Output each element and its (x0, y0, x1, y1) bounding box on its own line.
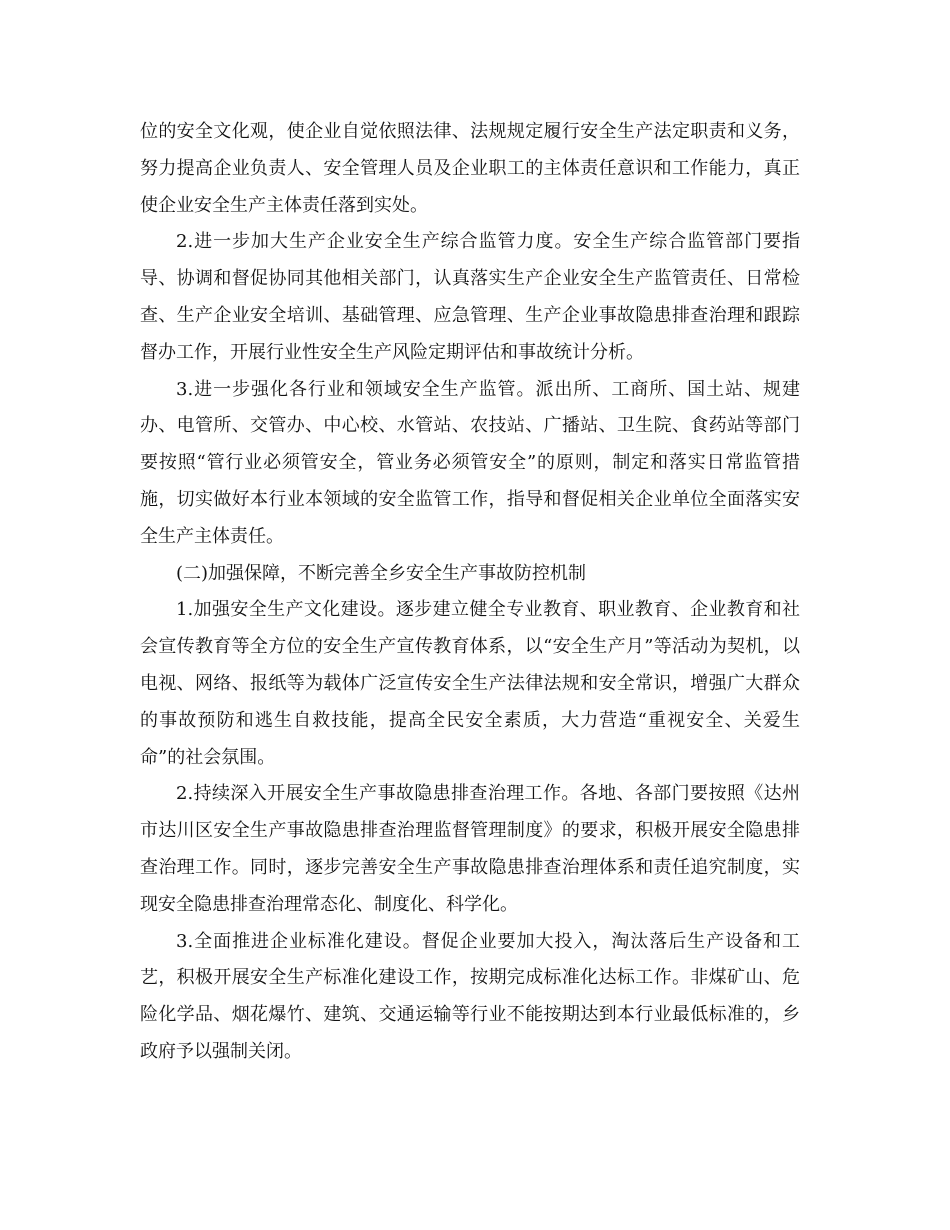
paragraph-comprehensive-supervision: 2.进一步加大生产企业安全生产综合监管力度。安全生产综合监管部门要指导、协调和督促协同其他相关部门，认真落实生产企业安全生产监管责任、日常检查、生产企业安全培训、基础管理、应急管理、生产企业事故隐患排查治理和跟踪督办工作，开展行业性安全生产风险定期评估和事故统计分析。 (140, 231, 800, 363)
paragraph-hazard-investigation: 2.持续深入开展安全生产事故隐患排查治理工作。各地、各部门要按照《达州市达川区安全生产事故隐患排查治理监督管理制度》的要求，积极开展安全隐患排查治理工作。同时，逐步完善安全生产事故隐患排查治理体系和责任追究制度，实现安全隐患排查治理常态化、制度化、科学化。 (140, 783, 800, 915)
paragraph-industry-supervision: 3.进一步强化各行业和领域安全生产监管。派出所、工商所、国土站、规建办、电管所、交管办、中心校、水管站、农技站、广播站、卫生院、食药站等部门要按照“管行业必须管安全，管业务必须管安全”的原则，制定和落实日常监管措施，切实做好本行业本领域的安全监管工作，指导和督促相关企业单位全面落实安全生产主体责任。 (140, 378, 800, 547)
document-body (140, 114, 800, 1071)
paragraph-safety-culture: 1.加强安全生产文化建设。逐步建立健全专业教育、职业教育、企业教育和社会宣传教育等全方位的安全生产宣传教育体系，以“安全生产月”等活动为契机，以电视、网络、报纸等为载体广泛宣传安全生产法律法规和安全常识，增强广大群众的事故预防和逃生自救技能，提高全民安全素质，大力营造“重视安全、关爱生命”的社会氛围。 (140, 599, 800, 768)
paragraph-continuation: 位的安全文化观，使企业自觉依照法律、法规规定履行安全生产法定职责和义务，努力提高企业负责人、安全管理人员及企业职工的主体责任意识和工作能力，真正使企业安全生产主体责任落到实处。 (140, 121, 800, 216)
section-heading-safeguards: (二)加强保障，不断完善全乡安全生产事故防控机制 (176, 562, 587, 584)
paragraph-standardization: 3.全面推进企业标准化建设。督促企业要加大投入，淘汰落后生产设备和工艺，积极开展安全生产标准化建设工作，按期完成标准化达标工作。非煤矿山、危险化学品、烟花爆竹、建筑、交通运输等行业不能按期达到本行业最低标准的，乡政府予以强制关闭。 (140, 930, 800, 1062)
